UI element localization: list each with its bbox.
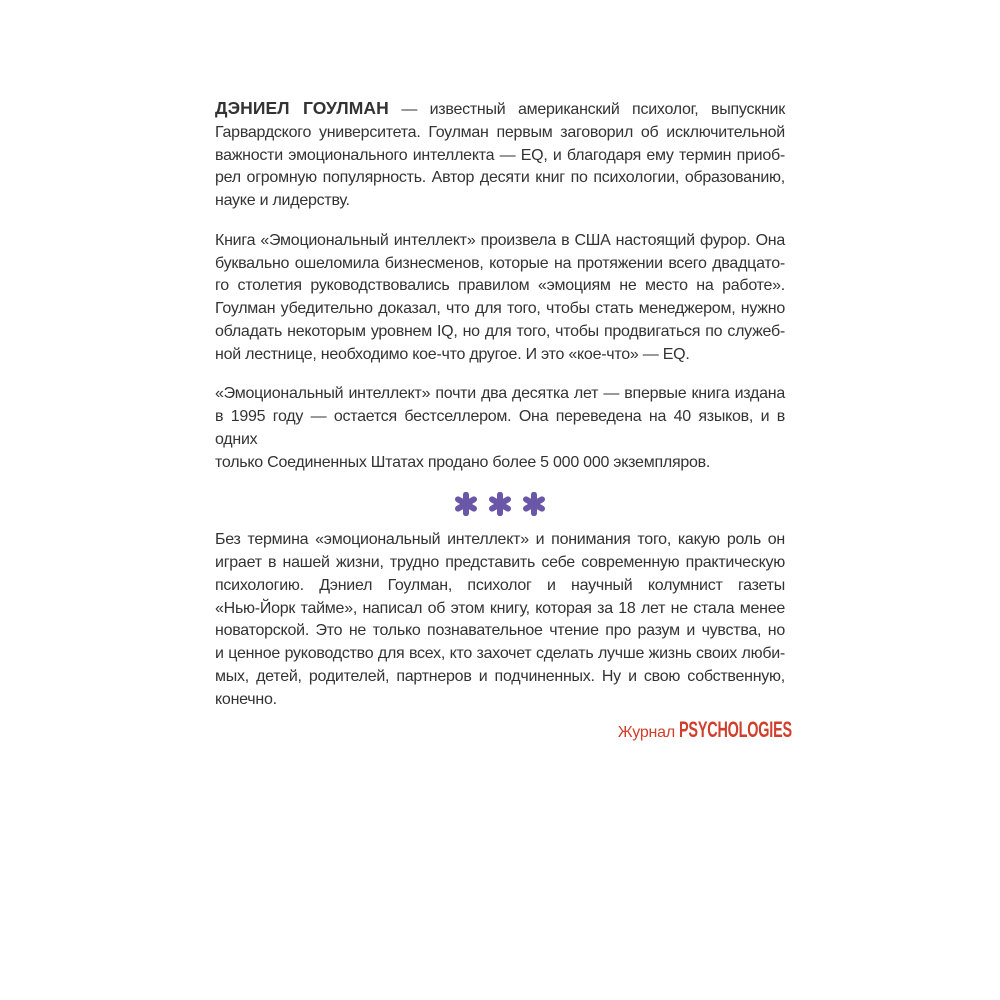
text-line: рел огромную популярность. Автор десяти книг по психологии, образованию, (215, 169, 785, 187)
text-line: Книга «Эмоциональный интеллект» произвела в США настоящий фурор. Она (215, 231, 785, 249)
paragraph (215, 529, 785, 711)
text-line: буквально ошеломила бизнесменов, которые на протяжении всего двадцато- (215, 254, 785, 272)
text-line: психологию. Дэниел Гоулман, психолог и научный колумнист газеты (215, 576, 785, 594)
text-line: мых, детей, родителей, партнеров и подчиненных. Ну и свою собственную, (215, 667, 785, 685)
text-line: Гоулман убедительно доказал, что для того, чтобы стать менеджером, нужно (215, 300, 785, 317)
text-line: только Соединенных Штатах продано более 5 000 000 экземпляров. (215, 453, 711, 471)
text-line: играет в нашей жизни, трудно представить себе современную практическую (215, 554, 785, 571)
text-line: новаторской. Это не только познавательное чтение про разум и чувства, но (215, 622, 785, 640)
section-bottom (215, 529, 785, 711)
text-line: ной лестнице, необходимо кое-что другое. И это «кое-что» — EQ. (215, 345, 690, 363)
paragraph (215, 230, 785, 367)
section-separator (215, 491, 785, 517)
text-line: важности эмоционального интеллекта — EQ, и благодаря ему термин приоб- (215, 146, 785, 164)
journal-name: PSYCHOLOGIES (679, 717, 792, 743)
asterisk-icon (522, 492, 546, 516)
journal-name-box (679, 717, 792, 745)
text-line: го столетия руководствовались правилом «эмоциям не место на работе». (215, 277, 785, 295)
paragraph (215, 97, 785, 213)
text-line: Без термина «эмоциональный интеллект» и понимания того, какую роль он (215, 531, 785, 549)
text-column (215, 97, 792, 745)
asterisk-icon (454, 492, 478, 516)
paragraph (215, 383, 785, 474)
text-line: и ценное руководство для всех, кто захочет сделать лучше жизнь своих люби- (215, 645, 785, 662)
journal-attribution (215, 717, 792, 745)
journal-label: Журнал (617, 724, 675, 742)
text-line: науке и лидерству. (215, 192, 350, 209)
text-line: Гарвардского университета. Гоулман первым заговорил об исключительной (215, 123, 785, 141)
asterisk-icon (488, 492, 512, 516)
text-line: «Нью-Йорк тайме», написал об этом книгу, которая за 18 лет не стала менее (215, 599, 785, 617)
author-name: ДЭНИЕЛ ГОУЛМАН (215, 98, 389, 118)
text-line: обладать некоторым уровнем IQ, но для того, чтобы продвигаться по служеб- (215, 322, 785, 340)
text-line: в 1995 году — остается бестселлером. Она переведена на 40 языков, и в одних (215, 408, 785, 448)
section-top (215, 97, 785, 474)
text-line: конечно. (215, 690, 277, 708)
text-line: «Эмоциональный интеллект» почти два десятка лет — впервые книга издана (215, 385, 785, 403)
text-line: ДЭНИЕЛ ГОУЛМАН — известный американский психолог, выпускник (215, 98, 785, 118)
